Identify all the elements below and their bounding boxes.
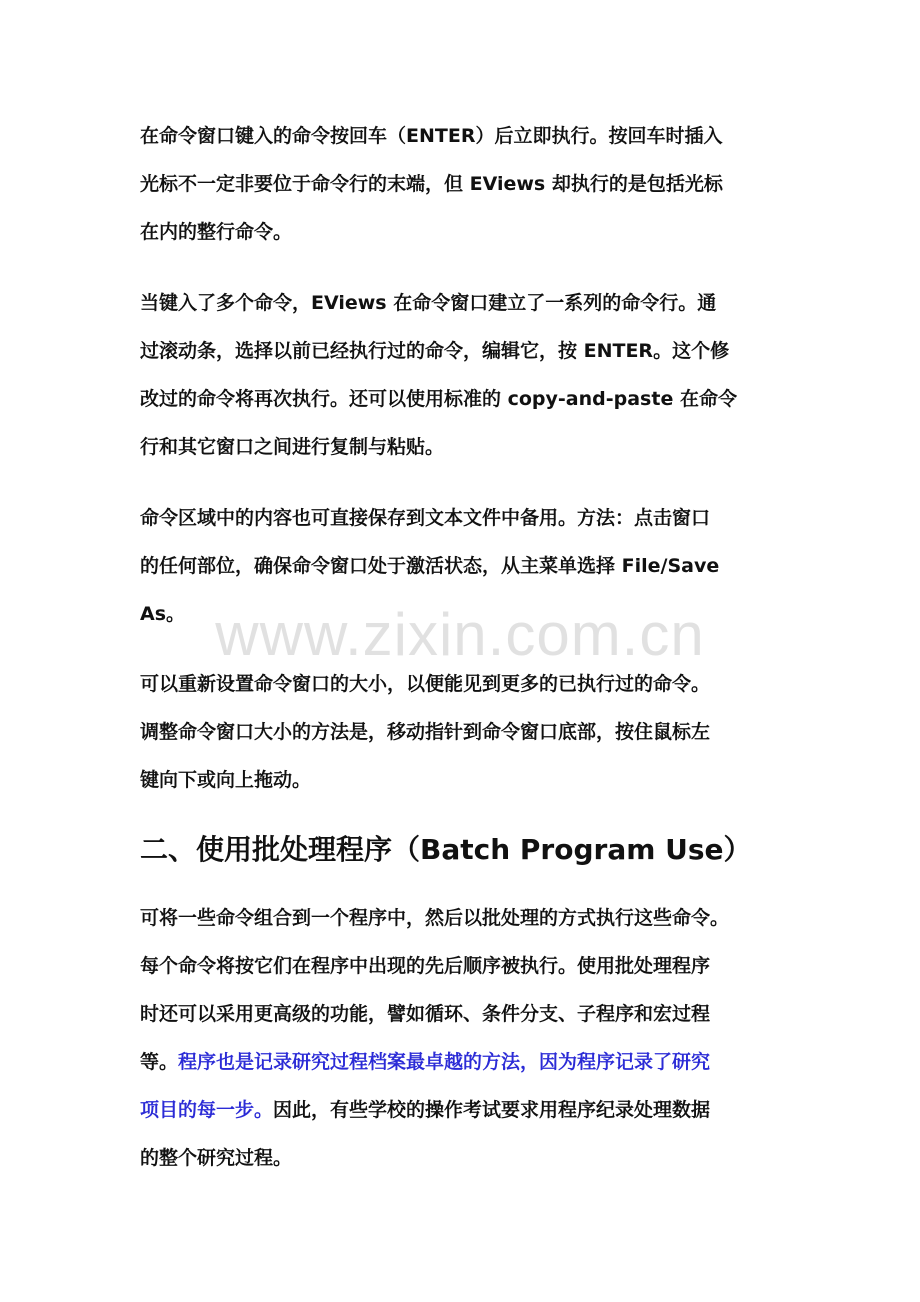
highlighted-text: 程序也是记录研究过程档案最卓越的方法，因为程序记录了研究 — [178, 1051, 711, 1073]
text-line: 在命令窗口键入的命令按回车（ENTER）后立即执行。按回车时插入 — [140, 125, 723, 147]
text-run: 等。 — [140, 1051, 179, 1073]
text-line: 调整命令窗口大小的方法是，移动指针到命令窗口底部，按住鼠标左 — [140, 721, 711, 743]
highlighted-text: 项目的每一步。 — [140, 1099, 274, 1121]
paragraph-command-execution — [140, 112, 790, 256]
text-line: 在内的整行命令。 — [140, 221, 293, 243]
text-line: 的任何部位，确保命令窗口处于激活状态，从主菜单选择 File/Save — [140, 555, 720, 577]
text-line: 每个命令将按它们在程序中出现的先后顺序被执行。使用批处理程序 — [140, 955, 711, 977]
text-line: 可将一些命令组合到一个程序中，然后以批处理的方式执行这些命令。 — [140, 907, 730, 929]
text-line: 键向下或向上拖动。 — [140, 769, 312, 791]
paragraph-batch-program — [140, 894, 790, 1182]
text-line: 当键入了多个命令，EViews 在命令窗口建立了一系列的命令行。通 — [140, 292, 717, 314]
text-line: 光标不一定非要位于命令行的末端，但 EViews 却执行的是包括光标 — [140, 173, 723, 195]
text-run: 因此，有些学校的操作考试要求用程序纪录处理数据 — [273, 1099, 711, 1121]
text-line — [140, 1086, 790, 1134]
watermark: www.zixin.com.cn — [215, 601, 705, 668]
paragraph-resize-window — [140, 660, 790, 804]
section-heading: 二、使用批处理程序（Batch Program Use） — [140, 833, 752, 866]
paragraph-command-history — [140, 279, 790, 471]
text-line — [140, 1038, 790, 1086]
text-line: 过滚动条，选择以前已经执行过的命令，编辑它，按 ENTER。这个修 — [140, 340, 730, 362]
text-line: 可以重新设置命令窗口的大小，以便能见到更多的已执行过的命令。 — [140, 673, 711, 695]
text-line: As。 — [140, 603, 186, 625]
text-line: 命令区域中的内容也可直接保存到文本文件中备用。方法：点击窗口 — [140, 507, 711, 529]
text-line: 行和其它窗口之间进行复制与粘贴。 — [140, 436, 445, 458]
text-line: 改过的命令将再次执行。还可以使用标准的 copy-and-paste 在命令 — [140, 388, 737, 410]
text-line: 时还可以采用更高级的功能，譬如循环、条件分支、子程序和宏过程 — [140, 1003, 711, 1025]
text-line: 的整个研究过程。 — [140, 1147, 293, 1169]
